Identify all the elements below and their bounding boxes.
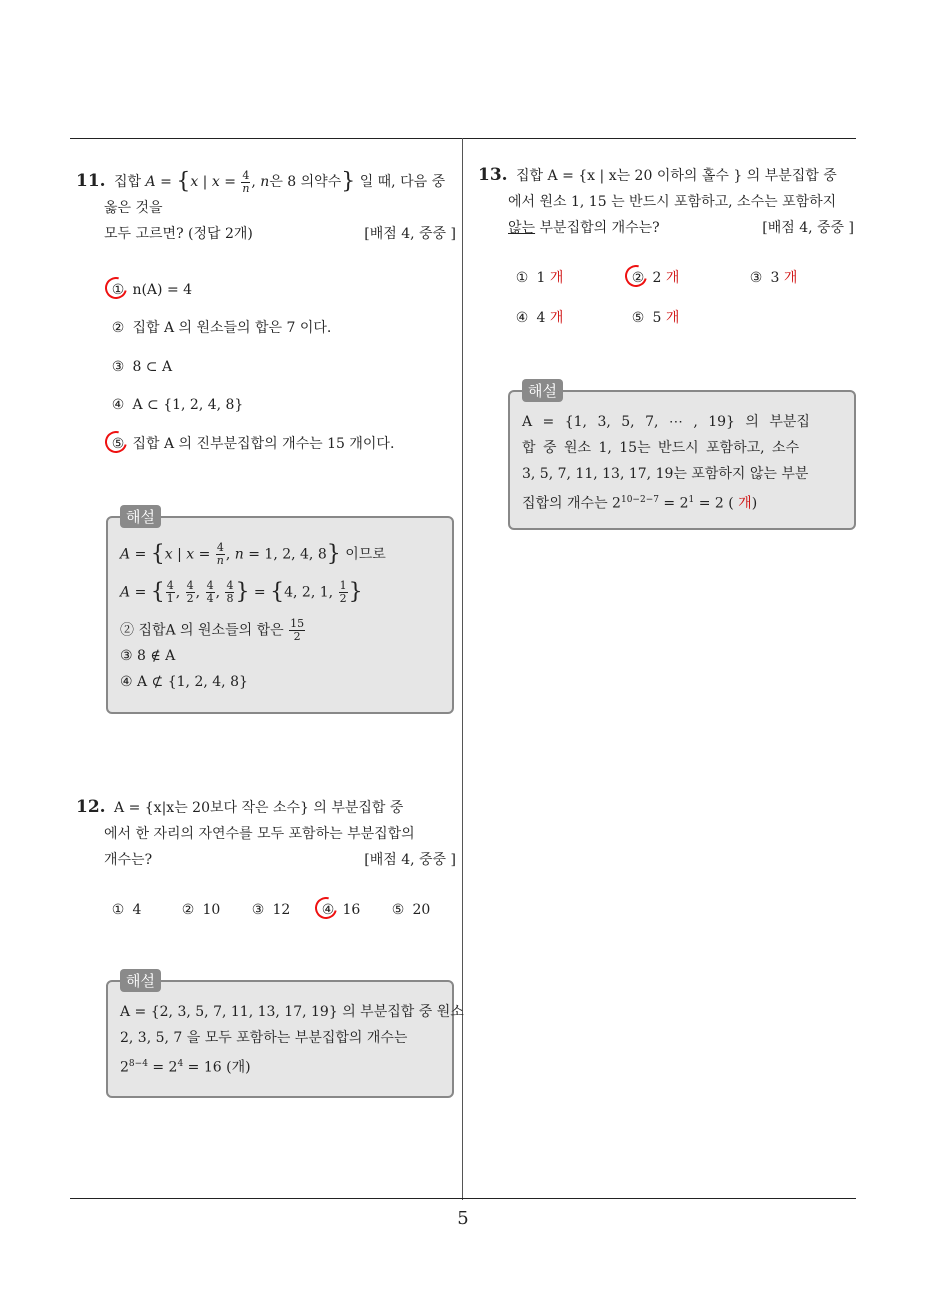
column-divider bbox=[462, 138, 463, 1200]
q12-option-2[interactable]: ② 10 bbox=[181, 902, 221, 918]
q11-solution-box bbox=[106, 508, 454, 714]
q12-solution-box bbox=[106, 972, 464, 1098]
q12-option-3[interactable]: ③ 12 bbox=[251, 902, 291, 918]
question-meta: [배점 4, 중중 ] bbox=[364, 226, 456, 242]
stem-line-1: 집합 A = {x | x는 20 이하의 홀수 } 의 부분집합 중 bbox=[516, 168, 837, 184]
page-number: 5 bbox=[457, 1208, 469, 1229]
q13-option-5[interactable]: ⑤ 5 개 bbox=[631, 310, 680, 326]
solution-line-3: ② 집합A 의 원소들의 합은 $\frac{15}{2}$ bbox=[120, 617, 305, 643]
stem-suffix: 일 때, 다음 중 bbox=[359, 174, 446, 190]
stem-line-2: 에서 한 자리의 자연수를 모두 포함하는 부분집합의 bbox=[104, 826, 415, 842]
question-meta: [배점 4, 중중 ] bbox=[364, 852, 456, 868]
solution-line-5: ④ A ⊄ {1, 2, 4, 8} bbox=[120, 674, 248, 690]
stem-suffix: 의 부분집합 중 bbox=[313, 800, 404, 816]
bottom-rule bbox=[70, 1198, 856, 1199]
q11-option-1[interactable]: ① n(A) = 4 bbox=[108, 280, 192, 300]
solution-tag: 해설 bbox=[522, 379, 563, 402]
stem-line-3: 개수는? bbox=[104, 852, 153, 868]
q13-option-1[interactable]: ① 1 개 bbox=[515, 270, 564, 286]
question-number: 12. bbox=[76, 797, 106, 817]
q13-solution-box bbox=[508, 382, 856, 530]
solution-tag: 해설 bbox=[120, 505, 161, 528]
stem-line-2: 옳은 것을 bbox=[104, 200, 163, 216]
solution-line-4: 집합의 개수는 $2^{10-2-7} = 2^1 = 2$ ( 개) bbox=[522, 495, 758, 512]
answer-mark bbox=[311, 893, 341, 923]
question-meta: [배점 4, 중중 ] bbox=[762, 220, 854, 236]
top-rule bbox=[70, 138, 856, 139]
answer-mark bbox=[101, 427, 131, 457]
q12-option-5[interactable]: ⑤ 20 bbox=[391, 902, 431, 918]
question-12 bbox=[76, 794, 456, 873]
q11-option-2[interactable]: ② 집합 A 의 원소들의 합은 7 이다. bbox=[111, 320, 332, 336]
stem-line-2: 에서 원소 1, 15 는 반드시 포함하고, 소수는 포함하지 bbox=[508, 194, 837, 210]
solution-line-3: $2^{8-4} = 2^4 = 16$ (개) bbox=[120, 1059, 251, 1076]
q13-option-3[interactable]: ③ 3 개 bbox=[749, 270, 798, 286]
solution-line-3: 3, 5, 7, 11, 13, 17, 19는 포함하지 않는 부분 bbox=[522, 466, 809, 482]
q12-option-4[interactable]: ④ 16 bbox=[318, 900, 360, 920]
q11-option-3[interactable]: ③ 8 ⊂ A bbox=[111, 359, 173, 375]
solution-line-1: A = {1, 3, 5, 7, ⋯ , 19} 의 부분집 bbox=[522, 414, 810, 430]
solution-line-1: A = {2, 3, 5, 7, 11, 13, 17, 19} 의 부분집합 중 원소 bbox=[120, 1004, 464, 1020]
set-definition: A = {x|x는 20보다 작은 소수} bbox=[114, 800, 309, 816]
solution-line-2: 합 중 원소 1, 15는 반드시 포함하고, 소수 bbox=[522, 440, 800, 456]
question-13 bbox=[478, 162, 854, 241]
solution-line-4: ③ 8 ∉ A bbox=[120, 648, 176, 664]
q11-option-5[interactable]: ⑤ 집합 A 의 진부분집합의 개수는 15 개이다. bbox=[108, 434, 394, 454]
solution-line-2: A = { $\frac{4}{1}$ , $\frac{4}{2}$ , $\frac{4}{4}$ , $\frac{4}{8}$ } = {4, 2, 1, $\frac{1}{2}$ } bbox=[120, 579, 363, 605]
q13-option-4[interactable]: ④ 4 개 bbox=[515, 310, 564, 326]
q12-option-1[interactable]: ① 4 bbox=[111, 902, 142, 918]
stem-line-3: 부분집합의 개수는? bbox=[539, 220, 660, 236]
stem-line-3: 모두 고르면? (정답 2개) bbox=[104, 226, 253, 242]
solution-tag: 해설 bbox=[120, 969, 161, 992]
solution-line-1: A = {x | x = $\frac{4}{n}$ , n = 1, 2, 4, 8} 이므로 bbox=[120, 541, 386, 567]
solution-line-2: 2, 3, 5, 7 을 모두 포함하는 부분집합의 개수는 bbox=[120, 1030, 408, 1046]
underlined-word: 않는 bbox=[508, 220, 536, 236]
stem-prefix: 집합 bbox=[114, 174, 142, 190]
answer-mark bbox=[101, 273, 131, 303]
q13-option-2[interactable]: ② 2 개 bbox=[628, 268, 679, 288]
answer-mark bbox=[621, 261, 651, 291]
question-number: 13. bbox=[478, 165, 508, 185]
question-11: 11. 집합 A = {x | x = $\frac{4}{n}$ , n은 8 의약수} 일 때, 다음 중 옳은 것을 모두 고르면? (정답 2개) [배점 4, 중중 ] bbox=[76, 168, 456, 247]
q11-option-4[interactable]: ④ A ⊂ {1, 2, 4, 8} bbox=[111, 397, 244, 413]
question-number: 11. bbox=[76, 171, 106, 191]
